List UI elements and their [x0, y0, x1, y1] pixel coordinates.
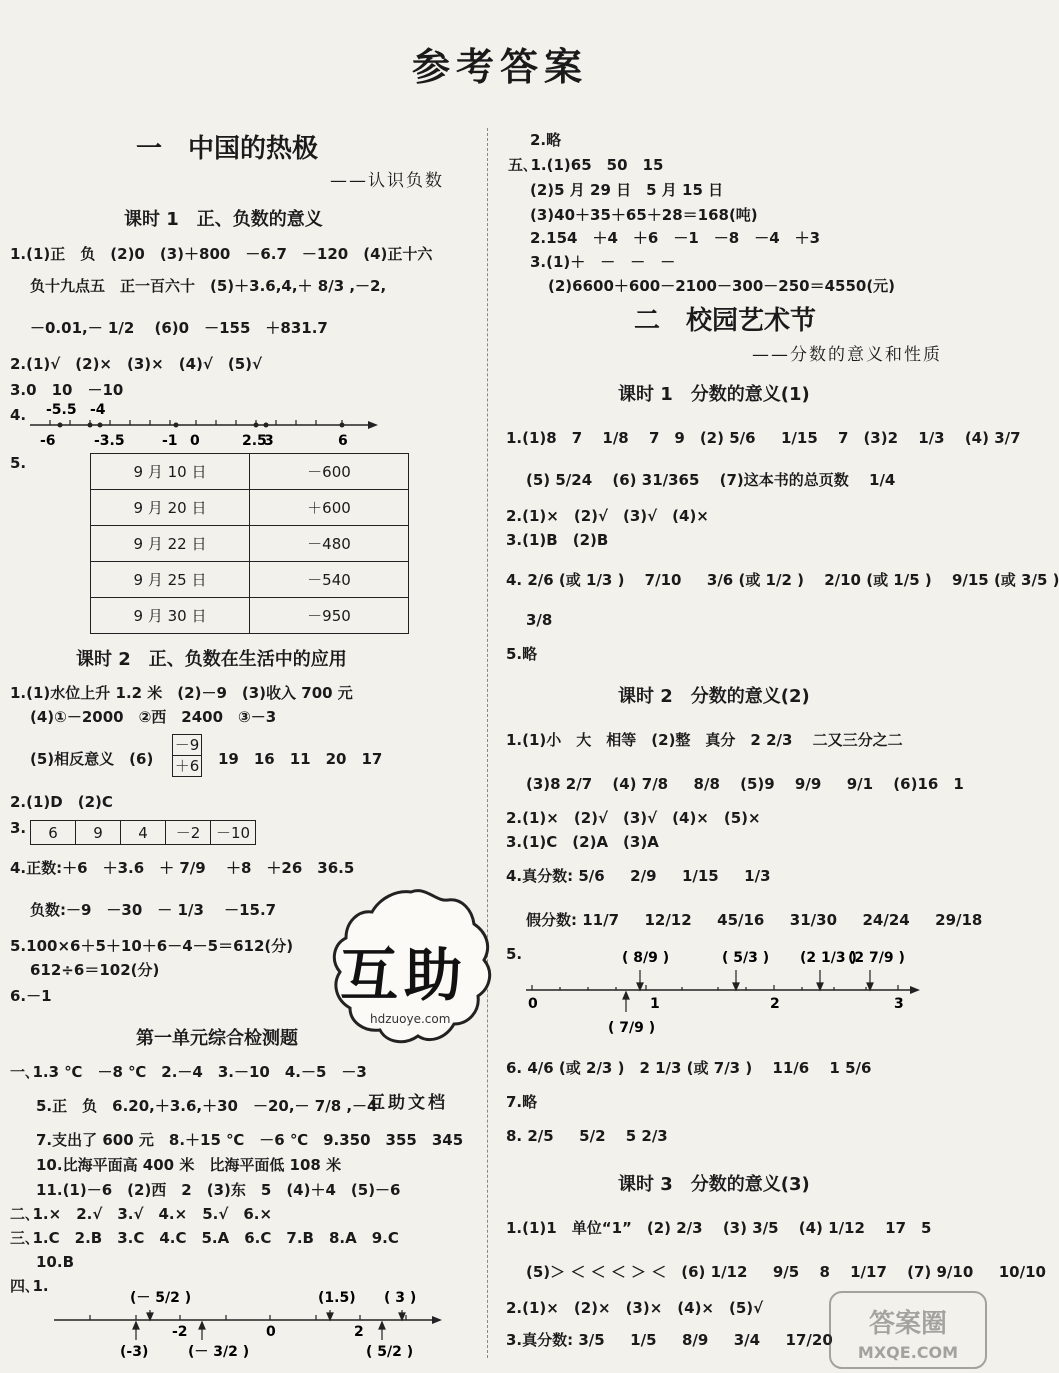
table-cell: －480 — [250, 526, 409, 562]
nl3-top-label: ( 3 ) — [384, 1290, 417, 1306]
answer-line: 五､1.(1)65 50 15 — [508, 156, 664, 174]
answer-line: 7.支出了 600 元 8.＋15 ℃ －6 ℃ 9.350 355 345 — [36, 1131, 464, 1149]
answer-line: 2.(1)× (2)√ (3)√ (4)× (5)× — [506, 809, 761, 827]
answer-line: (5)相反意义 (6) — [30, 750, 154, 768]
table-cell: 9 月 10 日 — [91, 454, 250, 490]
answer-line: 4. — [10, 406, 27, 424]
chapter-1-subtitle: ——认识负数 — [330, 171, 444, 191]
answer-line: 3.0 10 －10 — [10, 381, 124, 399]
answer-line: 4.正数:＋6 ＋3.6 ＋ 7/9 ＋8 ＋26 36.5 — [10, 859, 355, 877]
answer-line: 3.(1)C (2)A (3)A — [506, 833, 659, 851]
answer-box — [172, 734, 202, 777]
watermark-doc: 互助文档 — [368, 1093, 448, 1113]
nl1-bottom-label: 2.5 — [242, 433, 267, 449]
nl1-bottom-label: -1 — [162, 433, 178, 449]
chapter-1-title: 一 中国的热极 — [136, 134, 319, 164]
answer-line: 3. — [10, 819, 27, 837]
answer-line: 2.154 ＋4 ＋6 －1 －8 －4 ＋3 — [530, 229, 821, 247]
nl2-bottom-label: 1 — [650, 996, 660, 1012]
answer-line: 假分数: 11/7 12/12 45/16 31/30 24/24 29/18 — [526, 911, 983, 929]
sequence-table — [30, 820, 256, 845]
table-cell: 9 月 22 日 — [91, 526, 250, 562]
answer-line: 2.(1)√ (2)× (3)× (4)√ (5)√ — [10, 355, 263, 373]
answer-line: 3.(1)B (2)B — [506, 531, 609, 549]
table-cell: 9 月 20 日 — [91, 490, 250, 526]
table-cell: 6 — [31, 821, 76, 845]
nl2-top-label: (2 1/3 ) — [800, 950, 857, 966]
answer-line: 5. — [10, 454, 27, 472]
answer-line: 4.真分数: 5/6 2/9 1/15 1/3 — [506, 867, 771, 885]
answer-line: 1.(1)正 负 (2)0 (3)＋800 －6.7 －120 (4)正十六 — [10, 245, 433, 263]
table-row — [91, 490, 409, 526]
answer-line: 1.(1)小 大 相等 (2)整 真分 2 2/3 二又三分之二 — [506, 731, 903, 749]
table-row — [91, 562, 409, 598]
table-cell: 9 — [76, 821, 121, 845]
answer-line: 11.(1)－6 (2)西 2 (3)东 5 (4)＋4 (5)－6 — [36, 1181, 401, 1199]
table-cell: 9 月 30 日 — [91, 598, 250, 634]
table-row — [91, 454, 409, 490]
k2-title: 课时 2 分数的意义(2) — [618, 686, 810, 707]
nl2-below-label: ( 7/9 ) — [608, 1020, 656, 1036]
nl2-bottom-label: 2 — [770, 996, 780, 1012]
svg-text:MXQE.COM: MXQE.COM — [857, 1343, 959, 1362]
answer-line: 8. 2/5 5/2 5 2/3 — [506, 1127, 668, 1145]
chapter-2-title: 二 校园艺术节 — [634, 306, 817, 336]
nl2-bottom-label: 3 — [894, 996, 904, 1012]
answer-line: 四､1. — [10, 1277, 49, 1295]
answer-line: (2)6600＋600－2100－300－250＝4550(元) — [548, 277, 896, 295]
nl2-top-label: (2 7/9 ) — [848, 950, 905, 966]
nl3-below-label: ( 5/2 ) — [366, 1344, 414, 1360]
watermark-url: hdzuoye.com — [370, 1012, 451, 1026]
answer-line: 5.正 负 6.20,＋3.6,＋30 －20,－ 7/8 ,－4 — [36, 1097, 378, 1115]
answer-line: 5. — [506, 945, 523, 963]
unit-1-title: 第一单元综合检测题 — [136, 1028, 298, 1049]
answer-line: 3.真分数: 3/5 1/5 8/9 3/4 17/20 — [506, 1331, 833, 1349]
box-cell: ＋6 — [174, 757, 200, 775]
answer-line: 3/8 — [526, 611, 553, 629]
answer-line: 一､1.3 ℃ －8 ℃ 2.－4 3.－10 4.－5 －3 — [10, 1063, 367, 1081]
lesson-2-title: 课时 2 正、负数在生活中的应用 — [76, 649, 347, 670]
svg-text:答案圈: 答案圈 — [868, 1309, 948, 1339]
answer-line: 6. 4/6 (或 2/3 ) 2 1/3 (或 7/3 ) 11/6 1 5/6 — [506, 1059, 872, 1077]
nl3-bottom-label: 2 — [354, 1324, 364, 1340]
answer-line: 3.(1)＋ － － － — [530, 253, 676, 271]
box-cell: －9 — [174, 736, 200, 754]
table-cell: －2 — [166, 821, 211, 845]
table-cell: －950 — [250, 598, 409, 634]
answer-line: (2)5 月 29 日 5 月 15 日 — [530, 181, 724, 199]
corner-logo-icon — [828, 1290, 988, 1370]
answer-line: 1.(1)水位上升 1.2 米 (2)－9 (3)收入 700 元 — [10, 684, 353, 702]
nl3-bottom-label: 0 — [266, 1324, 276, 1340]
nl3-bottom-label: -2 — [172, 1324, 188, 1340]
watermark-text: 互助 — [340, 941, 469, 1009]
answer-line: (5) 5/24 (6) 31/365 (7)这本书的总页数 1/4 — [526, 471, 896, 489]
nl1-top-label: -4 — [90, 402, 106, 418]
k3-title: 课时 3 分数的意义(3) — [618, 1174, 810, 1195]
lesson-1-title: 课时 1 正、负数的意义 — [124, 209, 323, 230]
nl2-top-label: ( 8/9 ) — [622, 950, 670, 966]
page-title: 参考答案 — [411, 45, 588, 89]
answer-line: 二､1.× 2.√ 3.√ 4.× 5.√ 6.× — [10, 1205, 273, 1223]
answer-line: 6.－1 — [10, 987, 52, 1005]
answer-line: 三､1.C 2.B 3.C 4.C 5.A 6.C 7.B 8.A 9.C — [10, 1229, 399, 1247]
table-cell: －600 — [250, 454, 409, 490]
nl2-bottom-label: 0 — [528, 996, 538, 1012]
nl1-bottom-label: 3 — [264, 433, 274, 449]
k1-title: 课时 1 分数的意义(1) — [618, 384, 810, 405]
nl1-bottom-label: 0 — [190, 433, 200, 449]
answer-line: 2.(1)D (2)C — [10, 793, 113, 811]
answer-line: 1.(1)1 单位“1” (2) 2/3 (3) 3/5 (4) 1/12 17 5 — [506, 1219, 932, 1237]
answer-line: 612÷6＝102(分) — [30, 961, 160, 979]
nl1-bottom-label: -3.5 — [94, 433, 125, 449]
number-line-3 — [0, 1280, 480, 1370]
answer-line: 1.(1)8 7 1/8 7 9 (2) 5/6 1/15 7 (3)2 1/3 (4) 3/7 — [506, 429, 1021, 447]
date-table — [90, 453, 409, 634]
column-divider — [487, 128, 488, 1358]
answer-line: 2.(1)× (2)× (3)× (4)× (5)√ — [506, 1299, 764, 1317]
number-line-2 — [500, 942, 970, 1052]
nl2-top-label: ( 5/3 ) — [722, 950, 770, 966]
number-line-1 — [0, 400, 480, 450]
nl1-bottom-label: -6 — [40, 433, 56, 449]
answer-line: 10.比海平面高 400 米 比海平面低 108 米 — [36, 1156, 342, 1174]
table-row — [31, 821, 256, 845]
nl3-top-label: (－ 5/2 ) — [130, 1290, 192, 1306]
table-cell: －540 — [250, 562, 409, 598]
table-row — [91, 598, 409, 634]
table-cell: ＋600 — [250, 490, 409, 526]
answer-line: 2.(1)× (2)√ (3)√ (4)× — [506, 507, 709, 525]
answer-line: (4)①－2000 ②西 2400 ③－3 — [30, 708, 277, 726]
answer-line: (3)40＋35＋65＋28＝168(吨) — [530, 206, 758, 224]
answer-line: 4. 2/6 (或 1/3 ) 7/10 3/6 (或 1/2 ) 2/10 (或 1/5 ) 9/15 (或 3/5 ) — [506, 571, 1059, 589]
table-cell: 4 — [121, 821, 166, 845]
answer-line: 负数:－9 －30 － 1/3 －15.7 — [30, 901, 277, 919]
answer-line: (5)＞ ＜ ＜ ＜ ＞ ＜ (6) 1/12 9/5 8 1/17 (7) 9/10 10/10 — [526, 1263, 1046, 1281]
nl1-bottom-label: 6 — [338, 433, 348, 449]
answer-line: 2.略 — [530, 131, 562, 149]
nl1-top-label: -5.5 — [46, 402, 77, 418]
answer-line: 19 16 11 20 17 — [218, 750, 383, 768]
table-row — [91, 526, 409, 562]
table-cell: 9 月 25 日 — [91, 562, 250, 598]
table-cell: －10 — [211, 821, 256, 845]
answer-line: 5.略 — [506, 645, 538, 663]
answer-line: 7.略 — [506, 1093, 538, 1111]
answer-line: 10.B — [36, 1253, 75, 1271]
answer-line: (3)8 2/7 (4) 7/8 8/8 (5)9 9/9 9/1 (6)16 1 — [526, 775, 964, 793]
answer-line: 5.100×6＋5＋10＋6－4－5＝612(分) — [10, 937, 294, 955]
nl3-below-label: (－ 3/2 ) — [188, 1344, 250, 1360]
chapter-2-subtitle: ——分数的意义和性质 — [752, 345, 942, 365]
answer-line: －0.01,－ 1/2 (6)0 －155 ＋831.7 — [30, 319, 328, 337]
nl3-top-label: (1.5) — [318, 1290, 356, 1306]
nl3-below-label: (-3) — [120, 1344, 149, 1360]
answer-line: 负十九点五 正一百六十 (5)＋3.6,4,＋ 8/3 ,－2, — [30, 277, 387, 295]
